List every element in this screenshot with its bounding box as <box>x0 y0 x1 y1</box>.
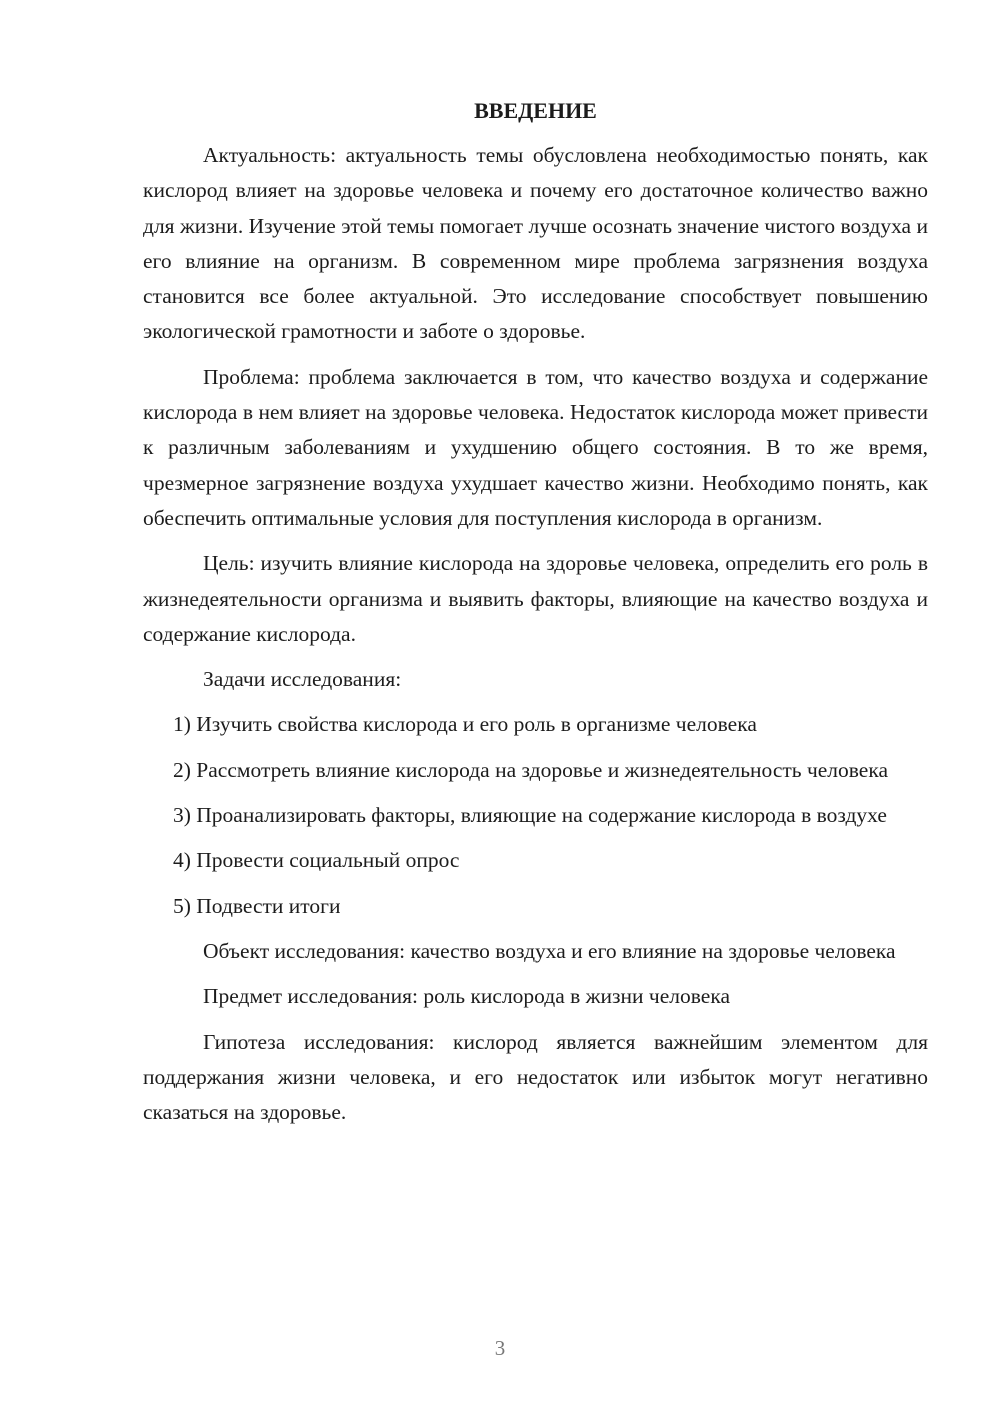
tasks-title: Задачи исследования: <box>203 667 402 692</box>
paragraph-relevance: Актуальность: актуальность темы обусловлена необходимостью понять, как кислород влияет на здоровье человека и почему его достаточное количество важно для жизни. Изучение этой темы помогает лучше осознать значение чистого воздуха и его влияние на организм. В современном мире проблема загрязнения воздуха становится все более актуальной. Это исследование способствует повышению экологической грамотности и заботе о здоровье. <box>143 143 928 344</box>
paragraph-hypothesis: Гипотеза исследования: кислород является важнейшим элементом для поддержания жизни человека, и его недостаток или избыток могут негативно сказаться на здоровье. <box>143 1029 928 1125</box>
task-item: 1) Изучить свойства кислорода и его роль в организме человека <box>173 712 757 737</box>
paragraph-goal: Цель: изучить влияние кислорода на здоровье человека, определить его роль в жизнедеятельности организма и выявить факторы, влияющие на качество воздуха и содержание кислорода. <box>143 551 928 646</box>
paragraph-problem: Проблема: проблема заключается в том, что качество воздуха и содержание кислорода в нем влияет на здоровье человека. Недостаток кислорода может привести к различным заболеваниям и ухудшению общего состояния. В то же время, чрезмерное загрязнение воздуха ухудшает качество жизни. Необходимо понять, как обеспечить оптимальные условия для поступления кислорода в организм. <box>143 364 928 530</box>
task-item: 2) Рассмотреть влияние кислорода на здоровье и жизнедеятельность человека <box>173 757 889 782</box>
document-page <box>143 96 928 1140</box>
section-heading: ВВЕДЕНИЕ <box>474 98 597 123</box>
task-item: 3) Проанализировать факторы, влияющие на содержание кислорода в воздухе <box>173 803 887 828</box>
task-item: 4) Провести социальный опрос <box>173 848 460 873</box>
paragraph-object: Объект исследования: качество воздуха и его влияние на здоровье человека <box>203 938 896 963</box>
page-number: 3 <box>494 1336 506 1360</box>
task-item: 5) Подвести итоги <box>173 893 341 918</box>
paragraph-subject: Предмет исследования: роль кислорода в жизни человека <box>203 984 730 1009</box>
